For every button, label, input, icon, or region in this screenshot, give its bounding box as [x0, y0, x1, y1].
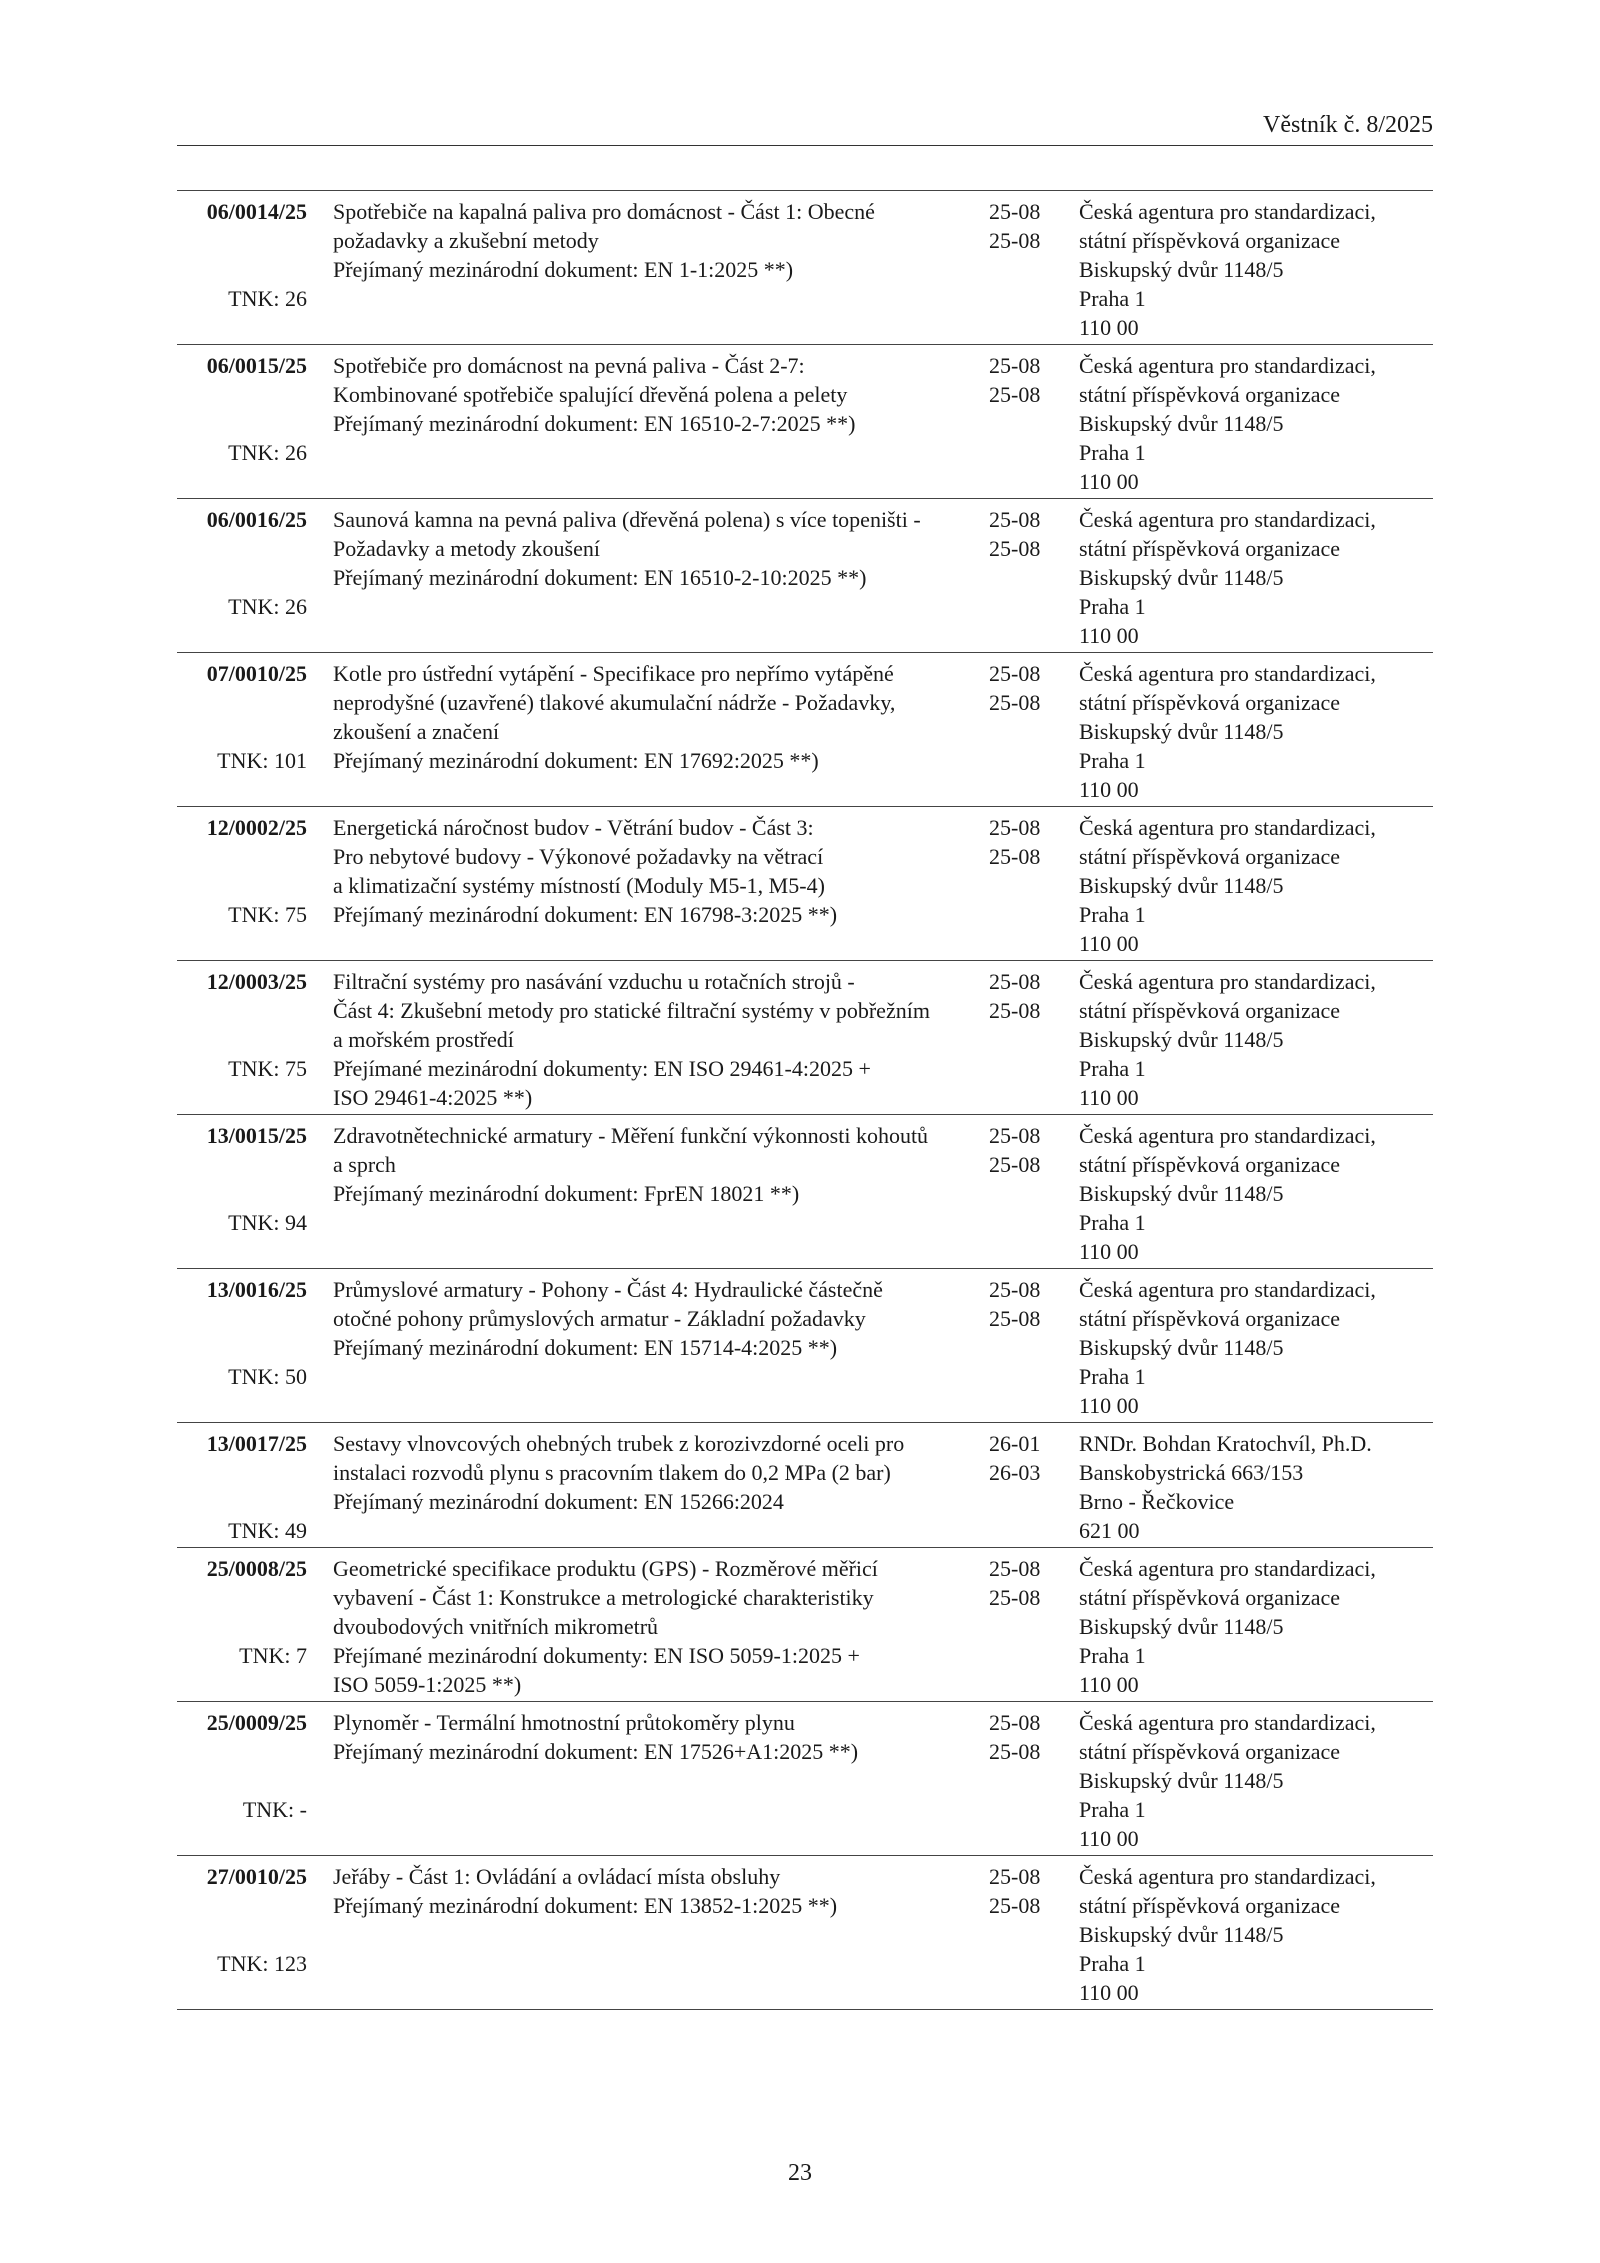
organization-line: Brno - Řečkovice: [1079, 1489, 1235, 1514]
organization-line: 110 00: [1079, 1239, 1139, 1264]
organization-line: Biskupský dvůr 1148/5: [1079, 1922, 1284, 1947]
date-value: 25-08: [989, 228, 1041, 253]
organization-line: státní příspěvková organizace: [1079, 690, 1341, 715]
organization-line: 621 00: [1079, 1518, 1140, 1543]
organization-line: Česká agentura pro standardizaci,: [1079, 815, 1376, 840]
organization-line: Praha 1: [1079, 748, 1146, 773]
organization-cell: [1057, 505, 1433, 652]
tnk-label: TNK: 7: [239, 1643, 307, 1668]
description-line: dvoubodových vnitřních mikrometrů: [333, 1614, 659, 1639]
description-line: Spotřebiče na kapalná paliva pro domácnost - Část 1: Obecné: [333, 199, 875, 224]
record-number: 25/0008/25: [206, 1556, 307, 1581]
record-id-cell: [177, 1275, 307, 1422]
record-id-cell: [177, 505, 307, 652]
dates-cell: [985, 197, 1057, 344]
table-row: [177, 961, 1433, 1115]
organization-line: Česká agentura pro standardizaci,: [1079, 1710, 1376, 1735]
organization-line: státní příspěvková organizace: [1079, 382, 1341, 407]
tnk-label: TNK: 50: [228, 1364, 307, 1389]
organization-cell: [1057, 1121, 1433, 1268]
dates-cell: [985, 659, 1057, 806]
record-id-cell: [177, 1121, 307, 1268]
record-number: 13/0017/25: [206, 1431, 307, 1456]
description-cell: [307, 505, 985, 652]
organization-line: Biskupský dvůr 1148/5: [1079, 1027, 1284, 1052]
organization-line: Česká agentura pro standardizaci,: [1079, 507, 1376, 532]
date-value: 25-08: [989, 998, 1041, 1023]
record-number: 06/0015/25: [206, 353, 307, 378]
description-line: Geometrické specifikace produktu (GPS) - Rozměrové měřicí: [333, 1556, 878, 1581]
organization-line: státní příspěvková organizace: [1079, 1739, 1341, 1764]
organization-line: státní příspěvková organizace: [1079, 1893, 1341, 1918]
description-line: a sprch: [333, 1152, 396, 1177]
record-number: 27/0010/25: [206, 1864, 307, 1889]
organization-line: Praha 1: [1079, 440, 1146, 465]
organization-line: 110 00: [1079, 1826, 1139, 1851]
date-value: 25-08: [989, 1277, 1041, 1302]
description-line: a mořském prostředí: [333, 1027, 514, 1052]
description-line: a klimatizační systémy místností (Moduly M5-1, M5-4): [333, 873, 825, 898]
tnk-label: TNK: 26: [228, 440, 307, 465]
organization-cell: [1057, 1708, 1433, 1855]
organization-line: státní příspěvková organizace: [1079, 536, 1341, 561]
description-line: Přejímané mezinárodní dokumenty: EN ISO 5059-1:2025 +: [333, 1643, 860, 1668]
organization-line: Praha 1: [1079, 1951, 1146, 1976]
organization-line: státní příspěvková organizace: [1079, 998, 1341, 1023]
description-line: instalaci rozvodů plynu s pracovním tlakem do 0,2 MPa (2 bar): [333, 1460, 891, 1485]
organization-cell: [1057, 1275, 1433, 1422]
record-id-cell: [177, 197, 307, 344]
table-row: [177, 1423, 1433, 1548]
organization-cell: [1057, 1429, 1433, 1547]
organization-line: Biskupský dvůr 1148/5: [1079, 1614, 1284, 1639]
description-line: Pro nebytové budovy - Výkonové požadavky na větrací: [333, 844, 824, 869]
organization-line: Biskupský dvůr 1148/5: [1079, 411, 1284, 436]
description-cell: [307, 197, 985, 344]
dates-cell: [985, 813, 1057, 960]
organization-line: 110 00: [1079, 315, 1139, 340]
description-cell: [307, 1275, 985, 1422]
organization-line: Česká agentura pro standardizaci,: [1079, 1277, 1376, 1302]
organization-line: Praha 1: [1079, 1797, 1146, 1822]
description-cell: [307, 1429, 985, 1547]
organization-line: Biskupský dvůr 1148/5: [1079, 565, 1284, 590]
description-line: Přejímaný mezinárodní dokument: EN 15714-4:2025 **): [333, 1335, 838, 1360]
record-id-cell: [177, 1708, 307, 1855]
description-line: Přejímaný mezinárodní dokument: EN 17526+A1:2025 **): [333, 1739, 859, 1764]
tnk-label: TNK: 75: [228, 902, 307, 927]
organization-line: státní příspěvková organizace: [1079, 1306, 1341, 1331]
organization-line: 110 00: [1079, 623, 1139, 648]
date-value: 25-08: [989, 815, 1041, 840]
tnk-label: TNK: 123: [217, 1951, 307, 1976]
description-line: Kotle pro ústřední vytápění - Specifikace pro nepřímo vytápěné: [333, 661, 894, 686]
description-line: Spotřebiče pro domácnost na pevná paliva - Část 2-7:: [333, 353, 805, 378]
record-number: 06/0014/25: [206, 199, 307, 224]
description-line: Přejímaný mezinárodní dokument: EN 15266:2024: [333, 1489, 784, 1514]
date-value: 25-08: [989, 690, 1041, 715]
organization-line: 110 00: [1079, 1393, 1139, 1418]
date-value: 25-08: [989, 536, 1041, 561]
organization-line: Praha 1: [1079, 1643, 1146, 1668]
date-value: 25-08: [989, 1556, 1041, 1581]
date-value: 25-08: [989, 382, 1041, 407]
organization-cell: [1057, 197, 1433, 344]
tnk-label: TNK: 94: [228, 1210, 307, 1235]
description-line: Filtrační systémy pro nasávání vzduchu u rotačních strojů -: [333, 969, 855, 994]
organization-line: státní příspěvková organizace: [1079, 1585, 1341, 1610]
record-id-cell: [177, 659, 307, 806]
organization-line: Biskupský dvůr 1148/5: [1079, 1181, 1284, 1206]
description-cell: [307, 813, 985, 960]
tnk-label: TNK: 75: [228, 1056, 307, 1081]
table-row: [177, 807, 1433, 961]
dates-cell: [985, 1554, 1057, 1701]
record-number: 12/0002/25: [206, 815, 307, 840]
organization-line: Česká agentura pro standardizaci,: [1079, 1556, 1376, 1581]
date-value: 25-08: [989, 1710, 1041, 1735]
record-id-cell: [177, 351, 307, 498]
record-number: 06/0016/25: [206, 507, 307, 532]
record-id-cell: [177, 967, 307, 1114]
organization-line: Biskupský dvůr 1148/5: [1079, 1335, 1284, 1360]
organization-line: státní příspěvková organizace: [1079, 228, 1341, 253]
table-row: [177, 1269, 1433, 1423]
date-value: 25-08: [989, 1864, 1041, 1889]
description-line: Přejímaný mezinárodní dokument: EN 1-1:2025 **): [333, 257, 794, 282]
tnk-label: TNK: -: [242, 1797, 307, 1822]
table-row: [177, 1548, 1433, 1702]
table-row: [177, 1856, 1433, 2010]
date-value: 25-08: [989, 1306, 1041, 1331]
organization-line: Biskupský dvůr 1148/5: [1079, 1768, 1284, 1793]
record-id-cell: [177, 813, 307, 960]
description-cell: [307, 967, 985, 1114]
organization-line: Praha 1: [1079, 1056, 1146, 1081]
organization-cell: [1057, 967, 1433, 1114]
organization-line: RNDr. Bohdan Kratochvíl, Ph.D.: [1079, 1431, 1372, 1456]
organization-line: 110 00: [1079, 1672, 1139, 1697]
organization-line: Česká agentura pro standardizaci,: [1079, 1123, 1376, 1148]
organization-line: Praha 1: [1079, 1210, 1146, 1235]
page-number: 23: [788, 2160, 812, 2186]
date-value: 25-08: [989, 1585, 1041, 1610]
organization-line: 110 00: [1079, 1980, 1139, 2005]
description-cell: [307, 1121, 985, 1268]
description-line: ISO 5059-1:2025 **): [333, 1672, 522, 1697]
organization-line: Banskobystrická 663/153: [1079, 1460, 1304, 1485]
organization-line: Česká agentura pro standardizaci,: [1079, 199, 1376, 224]
tnk-label: TNK: 26: [228, 594, 307, 619]
dates-cell: [985, 1708, 1057, 1855]
date-value: 25-08: [989, 353, 1041, 378]
description-line: Zdravotnětechnické armatury - Měření funkční výkonnosti kohoutů: [333, 1123, 929, 1148]
organization-line: 110 00: [1079, 469, 1139, 494]
organization-line: 110 00: [1079, 777, 1139, 802]
organization-cell: [1057, 351, 1433, 498]
record-number: 13/0016/25: [206, 1277, 307, 1302]
date-value: 25-08: [989, 661, 1041, 686]
record-number: 13/0015/25: [206, 1123, 307, 1148]
organization-line: Biskupský dvůr 1148/5: [1079, 873, 1284, 898]
organization-line: 110 00: [1079, 931, 1139, 956]
description-cell: [307, 659, 985, 806]
description-line: Požadavky a metody zkoušení: [333, 536, 600, 561]
record-id-cell: [177, 1862, 307, 2009]
dates-cell: [985, 1862, 1057, 2009]
tnk-label: TNK: 101: [217, 748, 307, 773]
standards-table: [177, 190, 1433, 2010]
record-id-cell: [177, 1429, 307, 1547]
organization-line: státní příspěvková organizace: [1079, 1152, 1341, 1177]
table-row: [177, 499, 1433, 653]
date-value: 25-08: [989, 1152, 1041, 1177]
date-value: 25-08: [989, 1123, 1041, 1148]
table-row: [177, 653, 1433, 807]
record-number: 07/0010/25: [206, 661, 307, 686]
dates-cell: [985, 351, 1057, 498]
date-value: 25-08: [989, 507, 1041, 532]
dates-cell: [985, 505, 1057, 652]
bulletin-header: Věstník č. 8/2025: [1263, 112, 1433, 138]
dates-cell: [985, 1429, 1057, 1547]
organization-line: státní příspěvková organizace: [1079, 844, 1341, 869]
organization-line: Praha 1: [1079, 1364, 1146, 1389]
description-line: Kombinované spotřebiče spalující dřevěná polena a pelety: [333, 382, 848, 407]
date-value: 25-08: [989, 1739, 1041, 1764]
description-line: Saunová kamna na pevná paliva (dřevěná polena) s více topeništi -: [333, 507, 921, 532]
organization-line: Česká agentura pro standardizaci,: [1079, 353, 1376, 378]
description-line: Průmyslové armatury - Pohony - Část 4: Hydraulické částečně: [333, 1277, 883, 1302]
organization-line: 110 00: [1079, 1085, 1139, 1110]
description-line: Přejímaný mezinárodní dokument: FprEN 18021 **): [333, 1181, 800, 1206]
date-value: 26-03: [989, 1460, 1041, 1485]
organization-line: Praha 1: [1079, 286, 1146, 311]
header-rule: [177, 145, 1433, 146]
record-id-cell: [177, 1554, 307, 1701]
description-line: Plynoměr - Termální hmotnostní průtokoměry plynu: [333, 1710, 795, 1735]
record-number: 25/0009/25: [206, 1710, 307, 1735]
description-line: Přejímaný mezinárodní dokument: EN 16510-2-10:2025 **): [333, 565, 867, 590]
description-line: požadavky a zkušební metody: [333, 228, 599, 253]
organization-line: Praha 1: [1079, 902, 1146, 927]
date-value: 25-08: [989, 199, 1041, 224]
date-value: 25-08: [989, 969, 1041, 994]
organization-line: Česká agentura pro standardizaci,: [1079, 969, 1376, 994]
organization-line: Biskupský dvůr 1148/5: [1079, 719, 1284, 744]
description-line: Jeřáby - Část 1: Ovládání a ovládací místa obsluhy: [333, 1864, 781, 1889]
dates-cell: [985, 1275, 1057, 1422]
table-row: [177, 191, 1433, 345]
tnk-label: TNK: 26: [228, 286, 307, 311]
description-line: vybavení - Část 1: Konstrukce a metrologické charakteristiky: [333, 1585, 874, 1610]
description-line: Přejímané mezinárodní dokumenty: EN ISO 29461-4:2025 +: [333, 1056, 871, 1081]
description-line: Sestavy vlnovcových ohebných trubek z korozivzdorné oceli pro: [333, 1431, 905, 1456]
date-value: 25-08: [989, 1893, 1041, 1918]
organization-line: Česká agentura pro standardizaci,: [1079, 661, 1376, 686]
organization-line: Česká agentura pro standardizaci,: [1079, 1864, 1376, 1889]
organization-line: Biskupský dvůr 1148/5: [1079, 257, 1284, 282]
record-number: 12/0003/25: [206, 969, 307, 994]
table-row: [177, 1702, 1433, 1856]
description-line: ISO 29461-4:2025 **): [333, 1085, 533, 1110]
table-row: [177, 1115, 1433, 1269]
dates-cell: [985, 1121, 1057, 1268]
description-cell: [307, 1708, 985, 1855]
description-line: zkoušení a značení: [333, 719, 500, 744]
description-cell: [307, 1554, 985, 1701]
organization-cell: [1057, 659, 1433, 806]
date-value: 26-01: [989, 1431, 1041, 1456]
description-line: Přejímaný mezinárodní dokument: EN 17692:2025 **): [333, 748, 819, 773]
organization-cell: [1057, 1554, 1433, 1701]
organization-line: Praha 1: [1079, 594, 1146, 619]
organization-cell: [1057, 813, 1433, 960]
description-cell: [307, 1862, 985, 2009]
description-line: Přejímaný mezinárodní dokument: EN 13852-1:2025 **): [333, 1893, 838, 1918]
description-line: otočné pohony průmyslových armatur - Základní požadavky: [333, 1306, 866, 1331]
description-cell: [307, 351, 985, 498]
description-line: Energetická náročnost budov - Větrání budov - Část 3:: [333, 815, 814, 840]
organization-cell: [1057, 1862, 1433, 2009]
tnk-label: TNK: 49: [228, 1518, 307, 1543]
dates-cell: [985, 967, 1057, 1114]
table-row: [177, 345, 1433, 499]
description-line: Přejímaný mezinárodní dokument: EN 16510-2-7:2025 **): [333, 411, 856, 436]
description-line: neprodyšné (uzavřené) tlakové akumulační nádrže - Požadavky,: [333, 690, 896, 715]
date-value: 25-08: [989, 844, 1041, 869]
description-line: Část 4: Zkušební metody pro statické filtrační systémy v pobřežním: [333, 998, 930, 1023]
description-line: Přejímaný mezinárodní dokument: EN 16798-3:2025 **): [333, 902, 838, 927]
